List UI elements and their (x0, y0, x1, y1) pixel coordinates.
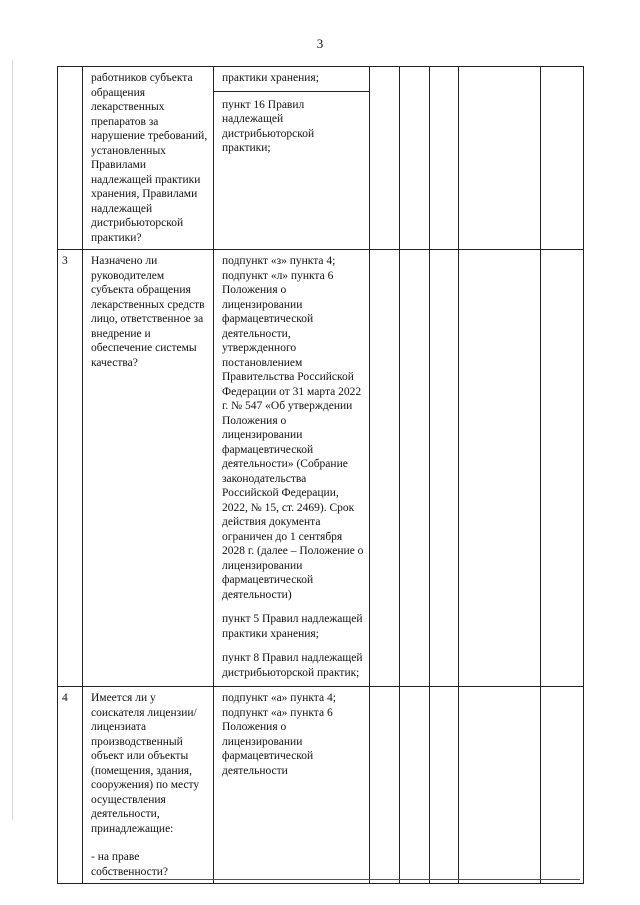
row-number: 3 (62, 255, 68, 267)
answer-cell (370, 687, 400, 884)
legal-reference-text: пункт 8 Правил надлежащей дистрибьюторской практик; (222, 652, 363, 679)
scan-edge-line (12, 60, 13, 820)
checklist-table (57, 66, 584, 884)
answer-cell (430, 250, 459, 687)
legal-reference-text: практики хранения; (214, 67, 369, 92)
legal-reference-text: пункт 16 Правил надлежащей дистрибьюторской практики; (222, 98, 315, 154)
answer-cell (459, 250, 541, 687)
question-text: Имеется ли у соискателя лицензии/лицензиата производственный объект или объекты (помещения, здания, сооружения) по месту осуществления деятельности, принадлежащие: (91, 692, 200, 835)
legal-reference-cell (214, 687, 370, 884)
answer-cell (541, 250, 584, 687)
answer-cell (430, 67, 459, 250)
legal-reference-text: подпункт «з» пункта 4; подпункт «л» пункта 6 Положения о лицензировании фармацевтической деятельности, утвержденного постановлением Правительства Российской Федерации от 31 марта 2022 г. № 547 «Об утверждении Положения о лицензировании фармацевтической деятельности» (Собрание законодательства Российской Федерации, 2022, № 15, ст. 2469). Срок действия документа ограничен до 1 сентября 2028 г. (далее – Положение о лицензировании фармацевтической деятельности) (222, 255, 364, 601)
answer-cell (400, 687, 430, 884)
legal-reference-text: подпункт «а» пункта 4; подпункт «а» пункта 6 Положения о лицензировании фармацевтической деятельности (222, 692, 336, 777)
question-text: работников субъекта обращения лекарственных препаратов за нарушение требований, установленных Правилами надлежащей практики хранения, Правилами надлежащей дистрибьюторской практики? (91, 72, 208, 244)
answer-cell (541, 687, 584, 884)
table-row-3 (58, 250, 584, 687)
answer-cell (459, 687, 541, 884)
row-number (58, 67, 82, 71)
row-number-cell (58, 250, 83, 687)
row-number-cell (58, 67, 83, 250)
answer-cell (459, 67, 541, 250)
question-cell (83, 67, 214, 250)
question-cell (83, 687, 214, 884)
bottom-divider (100, 879, 580, 880)
question-cell (83, 250, 214, 687)
legal-reference-cell (214, 250, 370, 687)
page-number: 3 (316, 36, 324, 51)
question-subitem: - на праве собственности? (91, 851, 169, 878)
legal-reference-text: пункт 5 Правил надлежащей практики хранения; (222, 613, 363, 640)
legal-reference-cell (214, 67, 370, 250)
answer-cell (430, 687, 459, 884)
answer-cell (400, 67, 430, 250)
row-number-cell (58, 687, 83, 884)
answer-cell (370, 67, 400, 250)
row-number: 4 (62, 692, 68, 704)
answer-cell (541, 67, 584, 250)
table-row-continuation (58, 67, 584, 250)
question-text: Назначено ли руководителем субъекта обращения лекарственных средств лицо, ответственное за внедрение и обеспечение системы качества? (91, 255, 205, 369)
table-row-4 (58, 687, 584, 884)
answer-cell (370, 250, 400, 687)
answer-cell (400, 250, 430, 687)
